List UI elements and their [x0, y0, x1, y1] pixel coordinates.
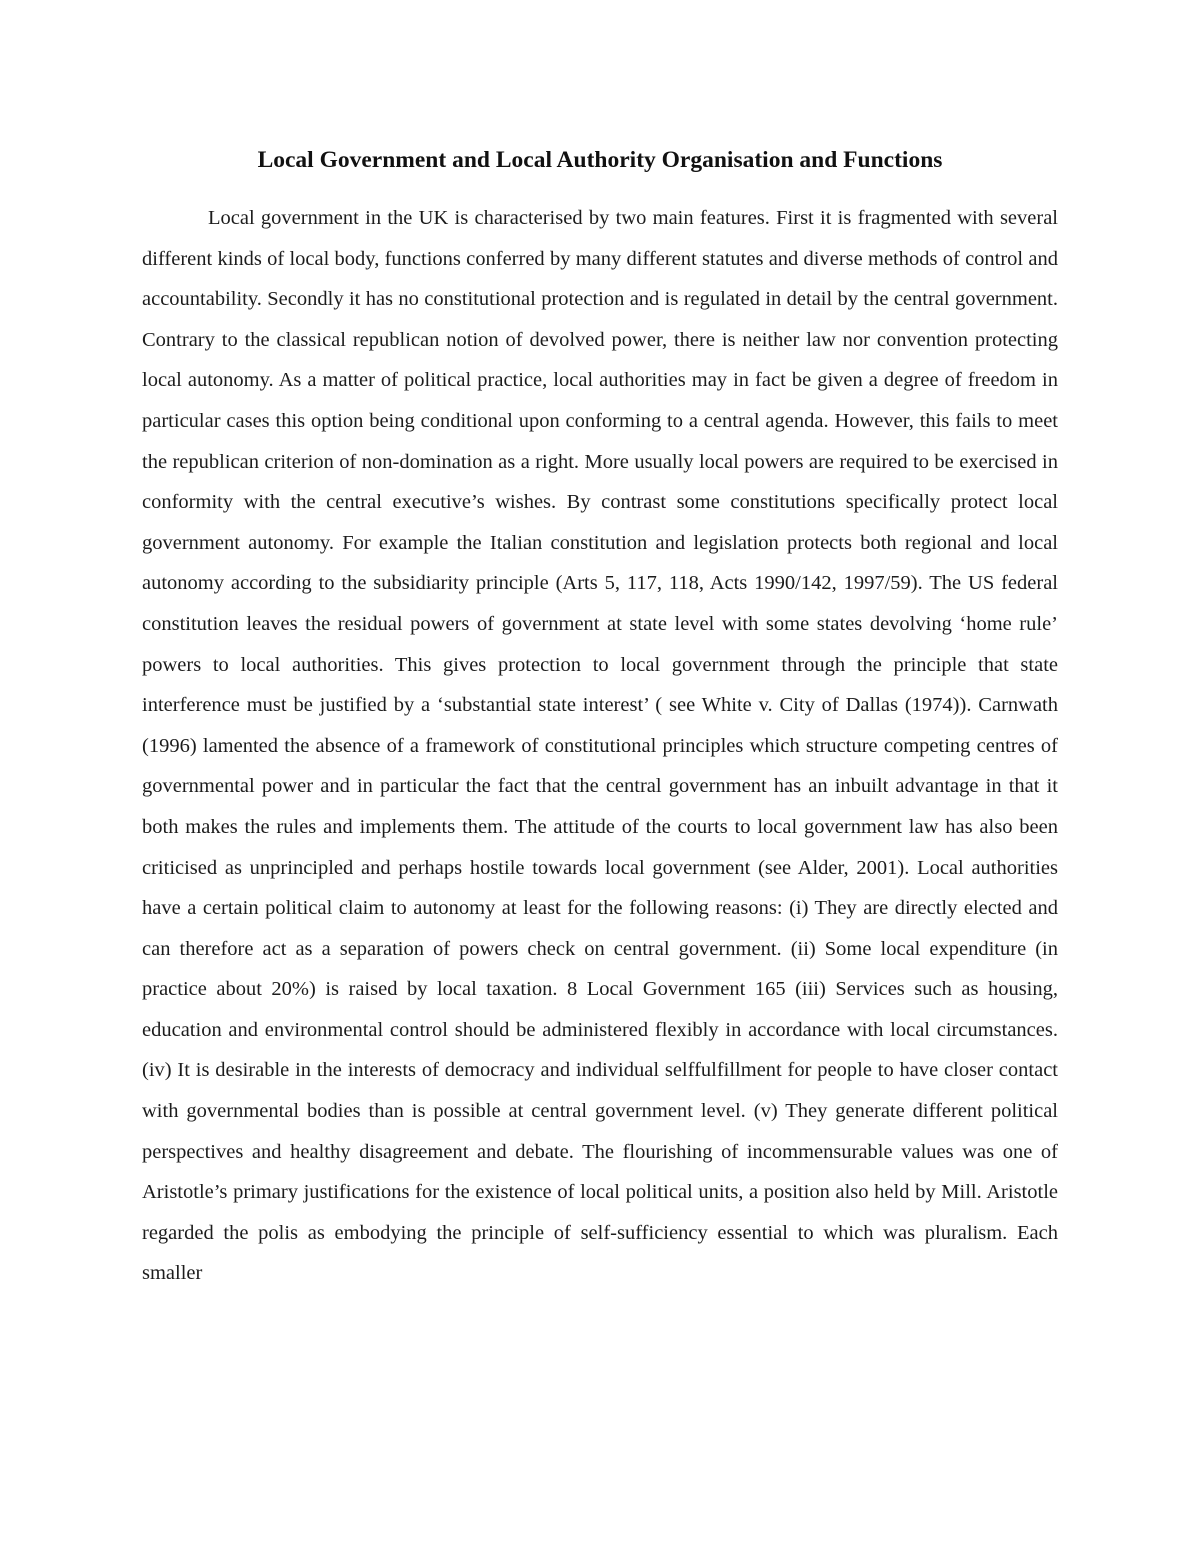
document-title: Local Government and Local Authority Organisation and Functions	[257, 147, 943, 173]
body-paragraph: Local government in the UK is characterised by two main features. First it is fragmented with several different kinds of local body, functions conferred by many different statutes and diverse methods of control and accountability. Secondly it has no constitutional protection and is regulated in detail by the central government. Contrary to the classical republican notion of devolved power, there is neither law nor convention protecting local autonomy. As a matter of political practice, local authorities may in fact be given a degree of freedom in particular cases this option being conditional upon conforming to a central agenda. However, this fails to meet the republican criterion of non-domination as a right. More usually local powers are required to be exercised in conformity with the central executive’s wishes. By contrast some constitutions specifically protect local government autonomy. For example the Italian constitution and legislation protects both regional and local autonomy according to the subsidiarity principle (Arts 5, 117, 118, Acts 1990/142, 1997/59). The US federal constitution leaves the residual powers of government at state level with some states devolving ‘home rule’ powers to local authorities. This gives protection to local government through the principle that state interference must be justified by a ‘substantial state interest’ ( see White v. City of Dallas (1974)). Carnwath (1996) lamented the absence of a framework of constitutional principles which structure competing centres of governmental power and in particular the fact that the central government has an inbuilt advantage in that it both makes the rules and implements them. The attitude of the courts to local government law has also been criticised as unprincipled and perhaps hostile towards local government (see Alder, 2001). Local authorities have a certain political claim to autonomy at least for the following reasons: (i) They are directly elected and can therefore act as a separation of powers check on central government. (ii) Some local expenditure (in practice about 20%) is raised by local taxation. 8 Local Government 165 (iii) Services such as housing, education and environmental control should be administered flexibly in accordance with local circumstances. (iv) It is desirable in the interests of democracy and individual selffulfillment for people to have closer contact with governmental bodies than is possible at central government level. (v) They generate different political perspectives and healthy disagreement and debate. The flourishing of incommensurable values was one of Aristotle’s primary justifications for the existence of local political units, a position also held by Mill. Aristotle regarded the polis as embodying the principle of self-sufficiency essential to which was pluralism. Each smaller	[142, 207, 1058, 1285]
